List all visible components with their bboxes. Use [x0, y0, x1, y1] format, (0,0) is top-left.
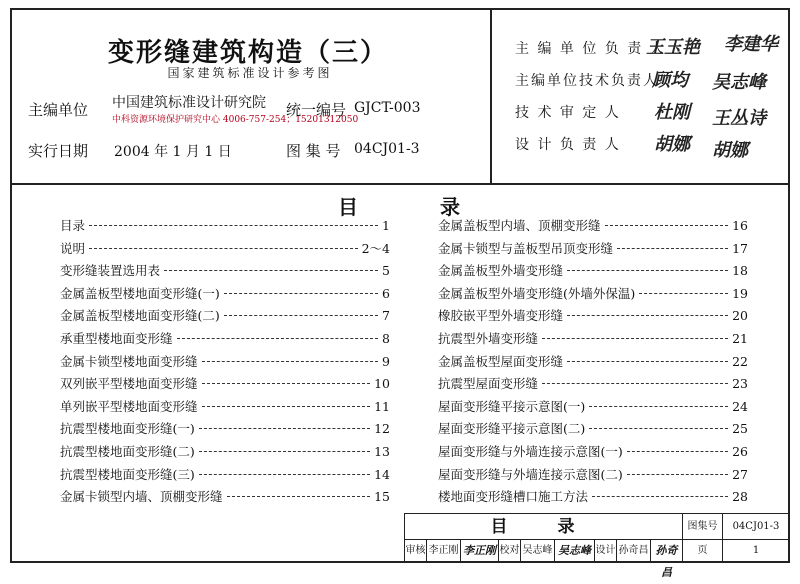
- toc-entry[interactable]: [60, 487, 390, 510]
- toc-entry-title: 金属盖板型楼地面变形缝(一): [60, 285, 220, 301]
- toc-entry-title: 金属卡锁型内墙、顶棚变形缝: [60, 489, 223, 505]
- toc-entry-title: 屋面变形缝与外墙连接示意图(二): [438, 466, 623, 482]
- toc-entry-title: 金属盖板型外墙变形缝: [438, 263, 564, 279]
- toc-entry[interactable]: [60, 261, 390, 284]
- signature: 李建华: [724, 34, 778, 55]
- title-block-page-value: 1: [752, 545, 760, 556]
- role-label: 主编单位技术负责人: [515, 73, 659, 89]
- leader-dots: [227, 496, 371, 497]
- title-block-review-name: 李正刚: [427, 540, 461, 562]
- toc-entry-page: 9: [382, 353, 390, 369]
- leader-dots: [589, 406, 728, 407]
- toc-entry-page: 7: [382, 308, 390, 324]
- title-block-review-label: 审核: [405, 540, 427, 562]
- signature: 顾均: [652, 70, 688, 91]
- atlas-value: 04CJ01-3: [354, 141, 420, 157]
- toc-entry[interactable]: [60, 352, 390, 375]
- signature: 吴志峰: [712, 72, 766, 93]
- toc-entry-title: 承重型楼地面变形缝: [60, 330, 173, 346]
- toc-entry-title: 金属盖板型外墙变形缝(外墙外保温): [438, 285, 636, 301]
- leader-dots: [164, 270, 378, 271]
- toc-entry[interactable]: [60, 239, 390, 262]
- leader-dots: [542, 338, 728, 339]
- toc-entry-title: 目录: [60, 218, 86, 233]
- date-label: 实行日期: [28, 142, 89, 160]
- document-subtitle: 国家建筑标准设计参考图: [167, 66, 333, 80]
- toc-right-column: [438, 216, 748, 510]
- toc-entry-title: 屋面变形缝与外墙连接示意图(一): [438, 443, 623, 459]
- header-bottom-rule: [10, 183, 790, 185]
- editor-note: 中科资源环境保护研究中心 4006-757-254；15201312050: [112, 115, 359, 125]
- toc-entry-title: 橡胶嵌平型外墙变形缝: [438, 308, 564, 324]
- toc-entry[interactable]: [438, 306, 748, 329]
- toc-entry[interactable]: [438, 284, 748, 307]
- title-block-check-name: 吴志峰: [521, 540, 555, 562]
- toc-entry[interactable]: [438, 352, 748, 375]
- leader-dots: [567, 270, 728, 271]
- toc-entry-title: 屋面变形缝平接示意图(二): [438, 421, 586, 437]
- signature: 杜刚: [654, 102, 690, 123]
- leader-dots: [639, 293, 728, 294]
- toc-entry-title: 金属盖板型屋面变形缝: [438, 353, 564, 369]
- toc-entry-page: 1: [382, 218, 390, 233]
- title-block-check-label: 校对: [499, 540, 521, 562]
- toc-entry-page: 14: [374, 466, 390, 482]
- document-title: 变形缝建筑构造（三）: [107, 38, 388, 68]
- role-label: 技 术 审 定 人: [515, 105, 621, 121]
- toc-entry-page: 26: [732, 443, 748, 459]
- toc-entry[interactable]: [438, 487, 748, 510]
- toc-entry[interactable]: [60, 397, 390, 420]
- toc-entry-title: 抗震型楼地面变形缝(一): [60, 421, 195, 437]
- signature: 吴志峰: [555, 540, 595, 562]
- leader-dots: [199, 474, 370, 475]
- toc-entry-title: 变形缝装置选用表: [60, 263, 161, 279]
- toc-entry-page: 2～4: [361, 240, 390, 256]
- leader-dots: [567, 361, 728, 362]
- leader-dots: [202, 361, 379, 362]
- toc-heading-left: 目: [338, 195, 358, 219]
- editor-label: 主编单位: [28, 101, 89, 119]
- leader-dots: [627, 451, 728, 452]
- toc-entry-page: 20: [732, 308, 748, 324]
- leader-dots: [592, 496, 728, 497]
- toc-entry-page: 6: [382, 285, 390, 301]
- toc-entry-page: 16: [732, 218, 748, 233]
- toc-entry[interactable]: [60, 306, 390, 329]
- leader-dots: [542, 383, 728, 384]
- role-label: 主 编 单 位 负 责 人: [515, 41, 666, 57]
- leader-dots: [224, 293, 378, 294]
- signature: 孙奇昌: [651, 540, 683, 562]
- title-block-atlas-value: 04CJ01-3: [723, 514, 789, 540]
- toc-entry-title: 说明: [60, 240, 86, 256]
- leader-dots: [202, 406, 371, 407]
- toc-entry-title: 金属盖板型内墙、顶棚变形缝: [438, 218, 601, 233]
- toc-entry[interactable]: [438, 216, 748, 239]
- toc-entry-page: 10: [374, 376, 390, 392]
- toc-entry-page: 27: [732, 466, 748, 482]
- code-value: GJCT-003: [354, 100, 421, 116]
- title-block: [404, 513, 790, 579]
- leader-dots: [627, 474, 728, 475]
- toc-entry-page: 12: [374, 421, 390, 437]
- toc-entry-title: 抗震型楼地面变形缝(二): [60, 443, 195, 459]
- date-value: 2004 年 1 月 1 日: [114, 144, 232, 160]
- title-block-design-name: 孙奇昌: [617, 540, 651, 562]
- toc-entry-page: 21: [732, 330, 748, 346]
- toc-entry-page: 13: [374, 443, 390, 459]
- toc-entry-page: 23: [732, 376, 748, 392]
- toc-entry-title: 双列嵌平型楼地面变形缝: [60, 376, 198, 392]
- editor-value: 中国建筑标准设计研究院: [112, 95, 266, 111]
- header-divider: [490, 8, 492, 184]
- toc-entry-page: 25: [732, 421, 748, 437]
- leader-dots: [199, 428, 370, 429]
- title-block-name: 目 录: [405, 514, 683, 540]
- toc-entry-page: 8: [382, 330, 390, 346]
- leader-dots: [89, 225, 378, 226]
- leader-dots: [567, 315, 728, 316]
- signature: 王丛诗: [712, 108, 766, 129]
- toc-entry-page: 17: [732, 240, 748, 256]
- signature: 胡娜: [712, 140, 748, 161]
- toc-entry-page: 19: [732, 285, 748, 301]
- code-label: 统一编号: [286, 101, 347, 119]
- leader-dots: [177, 338, 379, 339]
- toc-left-column: [60, 216, 390, 510]
- role-label: 设 计 负 责 人: [515, 137, 621, 153]
- toc-entry-page: 18: [732, 263, 748, 279]
- toc-entry[interactable]: [438, 397, 748, 420]
- leader-dots: [589, 428, 728, 429]
- signature: 李正刚: [461, 540, 499, 562]
- toc-entry-page: 11: [374, 398, 390, 414]
- toc-entry-page: 22: [732, 353, 748, 369]
- toc-entry[interactable]: [60, 419, 390, 442]
- toc-entry-title: 抗震型楼地面变形缝(三): [60, 466, 195, 482]
- toc-entry[interactable]: [60, 284, 390, 307]
- toc-entry-title: 金属盖板型楼地面变形缝(二): [60, 308, 220, 324]
- toc-entry[interactable]: [60, 465, 390, 488]
- leader-dots: [202, 383, 371, 384]
- title-block-atlas-label: 图集号: [683, 514, 723, 540]
- toc-entry-page: 24: [732, 398, 748, 414]
- atlas-label: 图 集 号: [286, 142, 341, 160]
- toc-entry-title: 单列嵌平型楼地面变形缝: [60, 398, 198, 414]
- toc-entry-page: 28: [732, 489, 748, 505]
- toc-entry-page: 5: [382, 263, 390, 279]
- title-block-page-label: 页: [683, 540, 723, 562]
- toc-entry[interactable]: [438, 465, 748, 488]
- toc-entry-title: 屋面变形缝平接示意图(一): [438, 398, 586, 414]
- toc-entry-title: 金属卡锁型楼地面变形缝: [60, 353, 198, 369]
- signature: 胡娜: [654, 134, 690, 155]
- toc-entry-title: 抗震型外墙变形缝: [438, 330, 539, 346]
- toc-entry[interactable]: [438, 419, 748, 442]
- signature: 王玉艳: [646, 37, 700, 58]
- toc-entry-title: 楼地面变形缝槽口施工方法: [438, 489, 589, 505]
- toc-entry[interactable]: [438, 329, 748, 352]
- toc-entry[interactable]: [60, 216, 390, 239]
- toc-entry[interactable]: [438, 442, 748, 465]
- leader-dots: [199, 451, 370, 452]
- toc-entry[interactable]: [60, 442, 390, 465]
- toc-entry[interactable]: [60, 374, 390, 397]
- leader-dots: [617, 248, 728, 249]
- toc-heading-right: 录: [440, 195, 460, 219]
- title-block-design-label: 设计: [595, 540, 617, 562]
- toc-entry-page: 15: [374, 489, 390, 505]
- leader-dots: [224, 315, 378, 316]
- leader-dots: [89, 248, 358, 249]
- leader-dots: [605, 225, 729, 226]
- toc-entry-title: 抗震型屋面变形缝: [438, 376, 539, 392]
- toc-entry[interactable]: [438, 261, 748, 284]
- toc-entry[interactable]: [60, 329, 390, 352]
- toc-entry[interactable]: [438, 374, 748, 397]
- toc-entry[interactable]: [438, 239, 748, 262]
- toc-entry-title: 金属卡锁型与盖板型吊顶变形缝: [438, 240, 614, 256]
